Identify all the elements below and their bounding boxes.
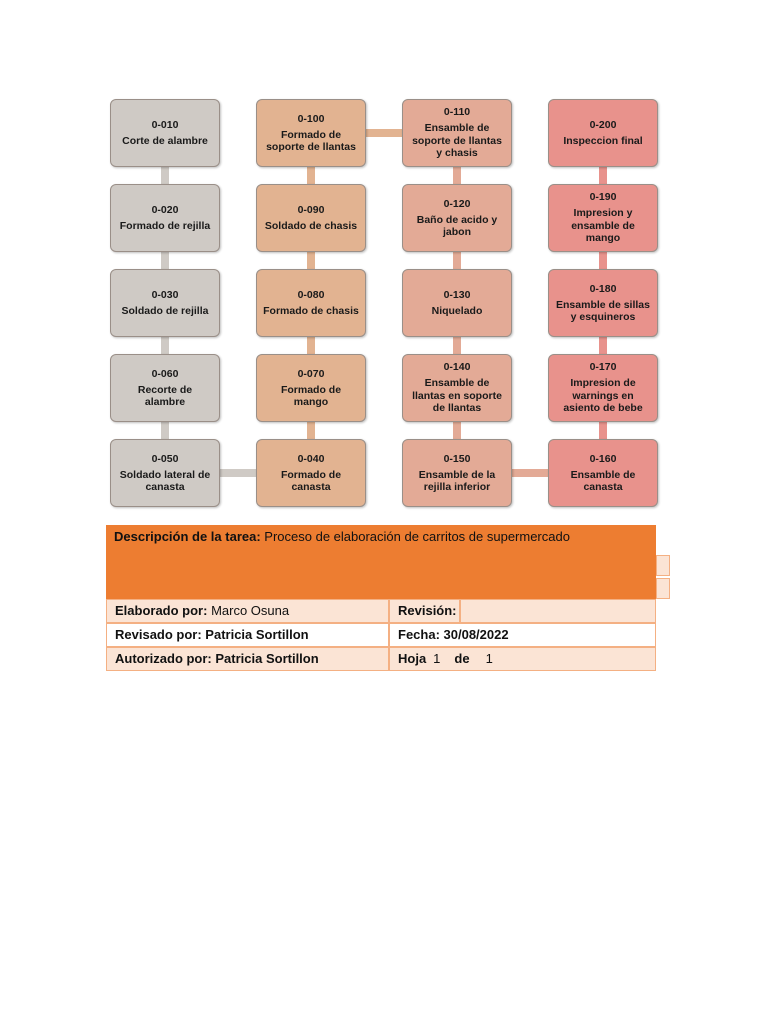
step-code: 0-050 <box>151 452 179 465</box>
process-step-0-180 <box>548 269 658 337</box>
step-label: Soldado de chasis <box>264 219 358 232</box>
step-label: Formado de canasta <box>280 468 342 493</box>
step-label: Ensamble de llantas en soporte de llantas <box>412 377 502 415</box>
process-step-0-150 <box>402 439 512 507</box>
process-step-0-050 <box>110 439 220 507</box>
hoja-cell <box>389 647 656 671</box>
step-label: Formado de rejilla <box>119 219 211 232</box>
de-value: 1 <box>485 651 493 666</box>
connector <box>599 422 607 439</box>
connector <box>366 129 402 137</box>
connector <box>307 337 315 354</box>
elaborado-value: Marco Osuna <box>207 603 290 618</box>
fecha-cell: Fecha: 30/08/2022 <box>389 623 656 647</box>
connector <box>453 167 461 184</box>
connector <box>161 337 169 354</box>
step-label: Soldado lateral de canasta <box>119 468 211 493</box>
step-code: 0-090 <box>297 203 325 216</box>
elaborado-label: Elaborado por: <box>115 603 208 618</box>
step-label: Recorte de alambre <box>137 383 193 408</box>
step-label: Ensamble de soporte de llantas y chasis <box>412 122 502 160</box>
step-code: 0-110 <box>443 106 471 119</box>
hoja-value: 1 <box>433 651 441 666</box>
process-step-0-200 <box>548 99 658 167</box>
table-row-revisado <box>106 623 656 647</box>
process-step-0-190 <box>548 184 658 252</box>
table-row-elaborado <box>106 599 656 623</box>
process-step-0-130 <box>402 269 512 337</box>
process-step-0-070 <box>256 354 366 422</box>
process-step-0-170 <box>548 354 658 422</box>
connector <box>307 167 315 184</box>
autorizado-cell: Autorizado por: Patricia Sortillon <box>106 647 389 671</box>
connector <box>599 167 607 184</box>
connector <box>220 469 256 477</box>
step-label: Ensamble de sillas y esquineros <box>556 298 650 323</box>
de-label: de <box>454 651 470 666</box>
step-label: Formado de soporte de llantas <box>266 128 356 153</box>
connector <box>307 252 315 269</box>
step-code: 0-080 <box>297 288 325 301</box>
step-code: 0-180 <box>589 282 617 295</box>
table-stub-cell <box>656 578 670 599</box>
connector <box>453 337 461 354</box>
step-code: 0-010 <box>151 118 179 131</box>
revision-value-cell <box>460 599 656 623</box>
table-row-autorizado <box>106 647 656 671</box>
process-step-0-110 <box>402 99 512 167</box>
process-step-0-160 <box>548 439 658 507</box>
connector <box>599 337 607 354</box>
process-step-0-120 <box>402 184 512 252</box>
step-label: Inspeccion final <box>563 134 643 147</box>
step-code: 0-100 <box>297 112 325 125</box>
description-value: Proceso de elaboración de carritos de supermercado <box>260 529 570 544</box>
step-label: Impresion de warnings en asiento de bebe <box>563 377 643 415</box>
connector <box>512 469 548 477</box>
connector <box>307 422 315 439</box>
process-step-0-100 <box>256 99 366 167</box>
connector <box>161 167 169 184</box>
step-label: Formado de mango <box>280 383 342 408</box>
description-text <box>114 529 570 544</box>
process-step-0-140 <box>402 354 512 422</box>
hoja-label: Hoja <box>398 651 427 666</box>
step-code: 0-130 <box>443 288 471 301</box>
description-row <box>106 525 656 599</box>
step-code: 0-190 <box>589 191 617 204</box>
process-step-0-080 <box>256 269 366 337</box>
step-code: 0-150 <box>443 452 471 465</box>
table-stub-cell <box>656 555 670 576</box>
step-label: Ensamble de la rejilla inferior <box>418 468 496 493</box>
step-code: 0-120 <box>443 197 471 210</box>
step-code: 0-160 <box>589 452 617 465</box>
process-step-0-010 <box>110 99 220 167</box>
process-step-0-060 <box>110 354 220 422</box>
step-label: Baño de acido y jabon <box>416 213 498 238</box>
process-step-0-040 <box>256 439 366 507</box>
step-label: Formado de chasis <box>263 304 359 317</box>
step-label: Ensamble de canasta <box>570 468 636 493</box>
connector <box>161 422 169 439</box>
step-label: Niquelado <box>431 304 483 317</box>
step-code: 0-060 <box>151 367 179 380</box>
revisado-cell: Revisado por: Patricia Sortillon <box>106 623 389 647</box>
step-label: Soldado de rejilla <box>121 304 209 317</box>
description-label: Descripción de la tarea: <box>114 529 261 544</box>
connector <box>599 252 607 269</box>
revision-label: Revisión: <box>398 603 457 618</box>
connector <box>453 252 461 269</box>
step-code: 0-070 <box>297 367 325 380</box>
connector <box>453 422 461 439</box>
elaborado-cell <box>106 599 389 623</box>
step-code: 0-040 <box>297 452 325 465</box>
process-step-0-030 <box>110 269 220 337</box>
step-label: Corte de alambre <box>122 134 208 147</box>
step-code: 0-170 <box>589 361 617 374</box>
step-code: 0-020 <box>151 203 179 216</box>
step-label: Impresion y ensamble de mango <box>571 207 635 245</box>
revision-cell <box>389 599 460 623</box>
process-step-0-020 <box>110 184 220 252</box>
step-code: 0-200 <box>589 118 617 131</box>
step-code: 0-140 <box>443 361 471 374</box>
connector <box>161 252 169 269</box>
step-code: 0-030 <box>151 288 179 301</box>
process-step-0-090 <box>256 184 366 252</box>
